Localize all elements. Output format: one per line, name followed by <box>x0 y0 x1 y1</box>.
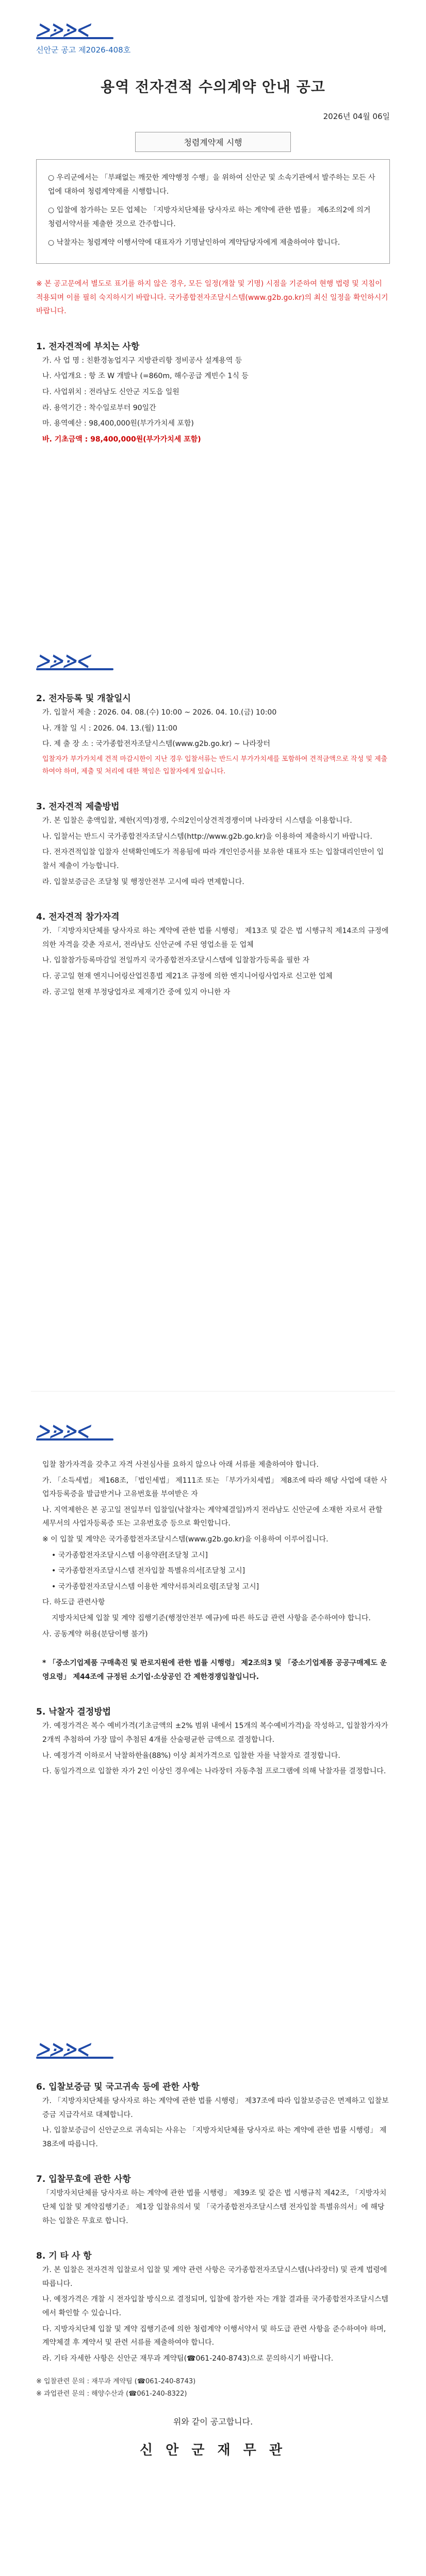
list-item: 가. 「지방자치단체를 당사자로 하는 계약에 관한 법률 시행령」 제13조 및 같은 법 시행규칙 제14조의 규정에 의한 자격을 갖춘 자로서, 전라남도 신안군에 주된 영업소를 둔 업체 <box>42 927 389 949</box>
list-item: 나. 지역제한은 본 공고일 전일부터 입찰일(낙찰자는 계약체결일)까지 전라남도 신안군에 소재한 자로서 관할 세무서의 사업자등록증 또는 고유번호증 등으로 확인합니다. <box>42 1505 383 1528</box>
page-1b <box>36 652 390 999</box>
page-2 <box>36 1422 390 1778</box>
integrity-text: ○ 입찰에 참가하는 모든 업체는 「지방자치단체를 당사자로 하는 계약에 관한 법률」 제6조의2에 의거 청렴서약서를 제출한 것으로 간주합니다. <box>48 206 371 228</box>
contact-note: ※ 입찰관련 문의 : 재무과 계약팀 (☎061-240-8743) <box>36 2378 196 2386</box>
section-heading: 3. 전자견적 제출방법 <box>36 802 120 812</box>
list-item: 다. 동일가격으로 입찰한 자가 2인 이상인 경우에는 나라장터 자동추첨 프로그램에 의해 낙찰자를 결정합니다. <box>42 1767 386 1776</box>
section-heading: 4. 전자견적 참가자격 <box>36 912 120 923</box>
list-item: 지방자치단체 입찰 및 계약 집행기준(행정안전부 예규)에 따른 하도급 관련 사항을 준수하여야 합니다. <box>52 1614 371 1622</box>
section-heading: 1. 전자견적에 부치는 사항 <box>36 341 140 352</box>
list-item: ※ 이 입찰 및 계약은 국가종합전자조달시스템(www.g2b.go.kr)을 이용하여 이루어집니다. <box>42 1535 329 1544</box>
list-item: 다. 공고일 현재 엔지니어링산업진흥법 제21조 규정에 의한 엔지니어링사업자로 신고한 업체 <box>42 972 333 980</box>
integrity-text: ○ 우리군에서는 「부패없는 깨끗한 계약행정 수행」을 위하여 신안군 및 소속기관에서 발주하는 모든 사업에 대하여 청렴계약제를 시행합니다. <box>48 174 375 196</box>
list-item: 다. 하도급 관련사항 <box>42 1598 105 1607</box>
list-item: 라. 공고일 현재 부정당업자로 제재기간 중에 있지 아니한 자 <box>42 988 231 996</box>
integrity-banner: 청렴계약제 시행 <box>135 132 291 152</box>
logo: ᐳᐷᐷᐸ <box>36 652 90 672</box>
list-item: 다. 사업위치 : 전라남도 신안군 지도읍 일원 <box>42 387 179 396</box>
list-item: 라. 입찰보증금은 조달청 및 행정안전부 고시에 따라 면제합니다. <box>42 877 244 886</box>
integrity-box <box>36 159 390 264</box>
logo: ᐳᐷᐷᐸ <box>36 21 90 41</box>
list-item: 가. 입찰서 제출 : 2026. 04. 08.(수) 10:00 ~ 2026. 04. 10.(금) 10:00 <box>42 708 277 717</box>
list-item: • 국가종합전자조달시스템 이용한 계약서류처리요령[조달청 고시] <box>52 1582 259 1591</box>
page-1 <box>36 21 390 446</box>
list-item: • 국가종합전자조달시스템 이용약관[조달청 고시] <box>52 1551 208 1560</box>
list-item: 나. 예정가격 이하로서 낙찰하한율(88%) 이상 최저가격으로 입찰한 자를 낙찰자로 결정합니다. <box>42 1751 340 1760</box>
list-item: 라. 기타 자세한 사항은 신안군 재무과 계약팀(☎061-240-8743)으로 문의하시기 바랍니다. <box>42 2354 334 2363</box>
page-title: 용역 전자견적 수의계약 안내 공고 <box>101 78 325 95</box>
list-item: 나. 예정가격은 개찰 시 전자입찰 방식으로 결정되며, 입찰에 참가한 자는 개찰 결과를 국가종합전자조달시스템에서 확인할 수 있습니다. <box>42 2295 388 2317</box>
list-item: 가. 예정가격은 복수 예비가격(기초금액의 ±2% 범위 내에서 15개의 복수예비가격)을 작성하고, 입찰참가자가 2개씩 추첨하여 가장 많이 추첨된 4개를 산술평균한 금액으로 결정합니다. <box>42 1722 388 1744</box>
submission-warning: 입찰자가 부가가치세 견적 마감시한이 지난 경우 입찰서류는 반드시 부가가치세를 포함하여 견적금액으로 작성 및 제출하여야 하며, 제출 및 처리에 대한 책임은 입찰자에게 있습니다. <box>42 755 388 776</box>
list-item: 나. 입찰서는 반드시 국가종합전자조달시스템(http://www.g2b.go.kr)을 이용하여 제출하시기 바랍니다. <box>42 832 372 841</box>
section-heading: 8. 기 타 사 항 <box>36 2251 92 2262</box>
red-notice <box>36 277 390 318</box>
closing-text: 위와 같이 공고합니다. <box>173 2417 253 2427</box>
base-amount: 바. 기초금액 : 98,400,000원(부가가치세 포함) <box>42 435 201 444</box>
contact-note: ※ 과업관련 문의 : 해양수산과 (☎061-240-8322) <box>36 2389 187 2398</box>
page-divider <box>31 1391 395 1392</box>
notice-date: 2026년 04월 06일 <box>323 112 390 121</box>
list-item: 가. 「소득세법」 제168조, 「법인세법」 제111조 또는 「부가가치세법」 제8조에 따라 해당 사업에 대한 사업자등록증을 발급받거나 고유번호를 부여받은 자 <box>42 1476 387 1499</box>
list-item: 다. 제 출 장 소 : 국가종합전자조달시스템(www.g2b.go.kr) ~ 나라장터 <box>42 740 271 749</box>
list-item: 「지방자치단체를 당사자로 하는 계약에 관한 법률 시행령」 제39조 및 같은 법 시행규칙 제42조, 「지방자치단체 입찰 및 계약집행기준」 제1장 입찰유의서 및 「국가종합전자조달시스템 전자입찰 특별유의서」에 해당하는 입찰은 무효로 합니다. <box>42 2189 387 2225</box>
section-heading: 6. 입찰보증금 및 국고귀속 등에 관한 사항 <box>36 2082 200 2092</box>
list-item: 나. 개찰 일 시 : 2026. 04. 13.(월) 11:00 <box>42 724 177 733</box>
list-item: 마. 용역예산 : 98,400,000원(부가가치세 포함) <box>42 419 194 428</box>
list-item: 가. 「지방자치단체를 당사자로 하는 계약에 관한 법률 시행령」 제37조에 따라 입찰보증금은 면제하고 입찰보증금 지급각서로 대체합니다. <box>42 2097 389 2119</box>
integrity-text: ○ 낙찰자는 청렴계약 이행서약에 대표자가 기명날인하여 계약담당자에게 제출하여야 합니다. <box>48 239 340 247</box>
list-item: 사. 공동계약 허용(분담이행 불가) <box>42 1630 148 1638</box>
notice-number: 신안군 공고 제2026-408호 <box>36 45 131 55</box>
section-heading: 2. 전자등록 및 개찰일시 <box>36 693 131 704</box>
logo: ᐳᐷᐷᐸ <box>36 1422 90 1443</box>
list-item: 가. 사 업 명 : 친환경농업지구 지방관리항 정비공사 설계용역 등 <box>42 356 242 365</box>
red-notice-text: ※ 본 공고문에서 별도로 표기를 하지 않은 경우, 모든 일정(개찰 및 기명) 시점을 기준하여 현행 법령 및 지침이 적용되며 이를 필히 숙지하시기 바랍니다. 국가종합전자조달시스템(www.g2b.go.kr)의 최신 일정을 확인하시기 바랍니다. <box>36 279 388 316</box>
section-heading: 7. 입찰무효에 관한 사항 <box>36 2174 131 2185</box>
list-item: 나. 입찰참가등록마감일 전일까지 국가종합전자조달시스템에 입찰참가등록을 필한 자 <box>42 956 310 965</box>
issuer-signature: 신 안 군 재 무 관 <box>140 2443 286 2459</box>
list-item: 라. 용역기간 : 착수일로부터 90일간 <box>42 403 156 412</box>
sme-notice: * 「중소기업제품 구매촉진 및 판로지원에 관한 법률 시행령」 제2조의3 및 「중소기업제품 공공구매제도 운영요령」 제44조에 규정된 소기업·소상공인 간 제한경쟁입찰입니다. <box>42 1659 387 1681</box>
list-item: 나. 사업개요 : 항 조 W 개발나 (=860m, 해수공급 계빈수 1식 등 <box>42 372 249 381</box>
list-item: 다. 지방자치단체 입찰 및 계약 집행기준에 의한 청렴계약 이행서약서 및 하도급 관련 사항을 준수하여야 하며, 계약체결 후 계약서 및 관련 서류를 제출하여야 합니다. <box>42 2325 386 2347</box>
list-item: • 국가종합전자조달시스템 전자입찰 특별유의서[조달청 고시] <box>52 1567 245 1575</box>
section-heading: 5. 낙찰자 결정방법 <box>36 1707 111 1718</box>
page-2b <box>36 2040 390 2459</box>
list-item: 다. 전자견적입찰 입찰자 선택확인메도가 적용됨에 따라 개인인증서를 보유한 대표자 또는 입찰대리인만이 입찰서 제출이 가능합니다. <box>42 848 384 870</box>
list-item: 가. 본 입찰은 전자견적 입찰로서 입찰 및 계약 관련 사항은 국가종합전자조달시스템(나라장터) 및 관계 법령에 따릅니다. <box>42 2266 387 2288</box>
list-item: 나. 입찰보증금이 신안군으로 귀속되는 사유는 「지방자치단체를 당사자로 하는 계약에 관한 법률 시행령」 제38조에 따릅니다. <box>42 2126 387 2148</box>
list-item: 입찰 참가자격을 갖추고 자격 사전심사를 요하지 않으나 아래 서류를 제출하여야 합니다. <box>42 1461 319 1469</box>
logo: ᐳᐷᐷᐸ <box>36 2040 90 2061</box>
list-item: 가. 본 입찰은 총액입찰, 제한(지역)경쟁, 수의2인이상견적경쟁이며 나라장터 시스템을 이용합니다. <box>42 817 352 825</box>
